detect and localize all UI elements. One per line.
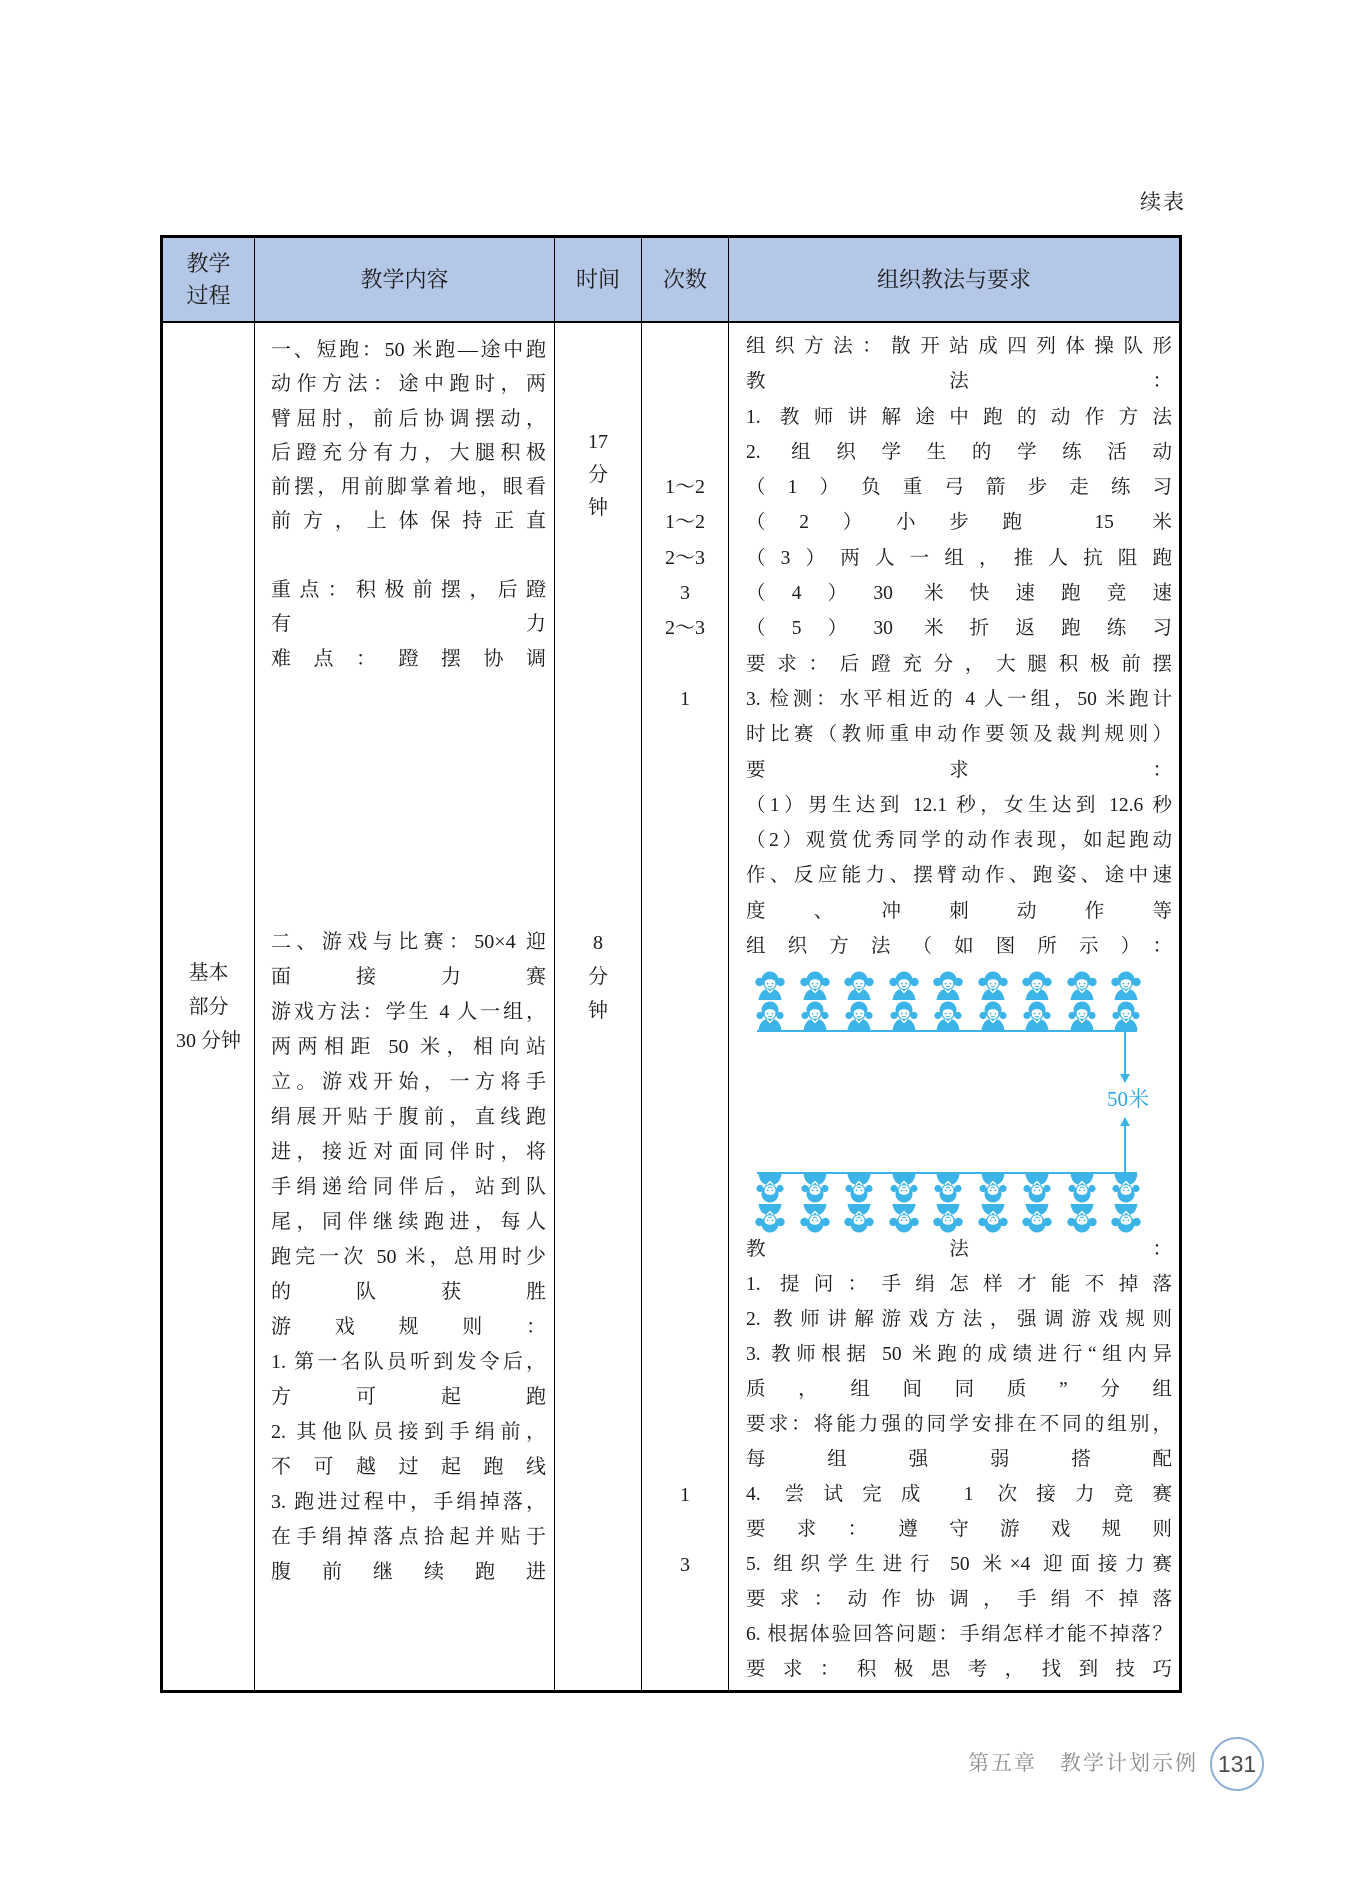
col-header-process	[163, 238, 255, 321]
student-pair	[842, 970, 876, 1030]
text-line: 6. 根据体验回答问题：手绢怎样才能不掉落？	[746, 1624, 1172, 1645]
arrow-up-icon	[1124, 1126, 1126, 1172]
student-icon	[1066, 1000, 1098, 1030]
text-line: 2. 组织学生的学练活动	[746, 441, 1172, 463]
text-line: 组织方法：散开站成四列体操队形	[746, 336, 1172, 357]
text-line: 动作方法：途中跑时，两	[271, 373, 546, 396]
student-pair	[798, 1174, 832, 1234]
text-line: （1）负重弓箭步走练习	[746, 477, 1172, 499]
text-line: （1）男生达到 12.1 秒，女生达到 12.6 秒	[746, 794, 1172, 816]
text-line: 分	[588, 464, 608, 486]
text-line: 过程	[186, 282, 231, 308]
continued-table-label: 续表	[1140, 190, 1186, 214]
count-value: 1	[680, 1484, 690, 1506]
text-line: 1. 第一名队员听到发令后，	[271, 1351, 546, 1373]
student-icon	[843, 1000, 875, 1030]
student-icon	[932, 1204, 964, 1234]
student-icon	[977, 1000, 1009, 1030]
text-line: 的队获胜	[271, 1281, 546, 1303]
text-line: （5）30 米折返跑练习	[746, 618, 1172, 640]
student-pair	[887, 970, 921, 1030]
student-icon	[888, 970, 920, 1000]
student-pair	[976, 970, 1010, 1030]
text-line: 次数	[662, 266, 707, 292]
student-icon	[799, 1000, 831, 1030]
chapter-footer: 第五章 教学计划示例	[968, 1752, 1198, 1775]
text-line: 度、冲刺动作等	[746, 900, 1172, 922]
student-icon	[977, 970, 1009, 1000]
teaching-plan-table	[160, 235, 1182, 1693]
text-line: 部分	[188, 995, 229, 1018]
student-pair	[931, 970, 965, 1030]
student-icon	[754, 1174, 786, 1204]
content-block-sprint	[271, 333, 546, 676]
methods-block-sprint	[746, 329, 1172, 964]
student-icon	[932, 1174, 964, 1204]
text-line: 教法：	[746, 371, 1172, 393]
student-pair	[1020, 1174, 1054, 1234]
col-header-count	[642, 238, 729, 321]
student-icon	[754, 1000, 786, 1030]
page-number-badge: 131	[1210, 1737, 1264, 1791]
col-header-content	[255, 238, 555, 321]
count-value: 1～2	[665, 511, 705, 533]
student-pair	[1109, 1174, 1143, 1234]
student-icon	[1110, 1000, 1142, 1030]
time-sprint	[555, 426, 641, 525]
text-line: 绢展开贴于腹前，直线跑	[271, 1106, 546, 1128]
col-header-methods	[729, 238, 1179, 321]
student-icon	[888, 1174, 920, 1204]
student-pair	[842, 1174, 876, 1234]
text-line: 手绢递给同伴后，站到队	[271, 1176, 546, 1198]
text-line: 1. 教师讲解途中跑的动作方法	[746, 406, 1172, 428]
process-label	[176, 956, 241, 1058]
student-icon	[1066, 1174, 1098, 1204]
text-line: 质，组间同质”分组	[746, 1379, 1172, 1400]
student-pair	[931, 1174, 965, 1234]
student-icon	[1110, 970, 1142, 1000]
text-line: 方可起跑	[271, 1386, 546, 1408]
student-icon	[977, 1204, 1009, 1234]
student-icon	[799, 970, 831, 1000]
student-pair	[887, 1174, 921, 1234]
text-line: 17	[588, 431, 608, 453]
text-line: 立。游戏开始，一方将手	[271, 1071, 546, 1093]
text-line: 1. 提问：手绢怎样才能不掉落	[746, 1274, 1172, 1295]
content-cell	[255, 323, 555, 1690]
text-line: 前方，上体保持正直	[271, 510, 546, 533]
student-pair	[1020, 970, 1054, 1030]
text-line: 有力	[271, 613, 546, 636]
text-line: 腹前继续跑进	[271, 1561, 546, 1583]
time-cell	[555, 323, 642, 1690]
text-line: 30 分钟	[176, 1029, 241, 1052]
student-icon	[888, 1204, 920, 1234]
text-line: 作、反应能力、摆臂动作、跑姿、途中速	[746, 865, 1172, 887]
student-icon	[932, 1000, 964, 1030]
process-cell	[163, 323, 255, 1690]
student-icon	[843, 1174, 875, 1204]
count-value: 1	[680, 688, 690, 710]
text-line: （4）30 米快速跑竞速	[746, 583, 1172, 605]
student-icon	[799, 1174, 831, 1204]
content-block-game	[271, 925, 546, 1590]
count-value: 2～3	[665, 547, 705, 569]
text-line: （3）两人一组，推人抗阻跑	[746, 547, 1172, 569]
text-line: 尾，同伴继续跑进，每人	[271, 1211, 546, 1233]
student-icon	[799, 1204, 831, 1234]
student-pair	[753, 970, 787, 1030]
count-value: 3	[680, 1554, 690, 1576]
text-line: 跑完一次 50 米，总用时少	[271, 1246, 546, 1268]
text-line: 重点：积极前摆，后蹬	[271, 579, 546, 602]
text-line: 难点：蹬摆协调	[271, 647, 546, 670]
count-value: 2～3	[665, 617, 705, 639]
text-line: 时间	[575, 266, 620, 292]
text-line: 进，接近对面同伴时，将	[271, 1141, 546, 1163]
text-line: （2）小步跑 15 米	[746, 512, 1172, 534]
student-icon	[754, 970, 786, 1000]
table-header-row	[163, 238, 1179, 323]
text-line: 每组强弱搭配	[746, 1449, 1172, 1470]
text-line: 时比赛（教师重申动作要领及裁判规则）	[746, 724, 1172, 746]
text-line: 5. 组织学生进行 50 米×4 迎面接力赛	[746, 1554, 1172, 1575]
text-line: 8	[593, 932, 603, 954]
student-icon	[1110, 1174, 1142, 1204]
methods-block-game	[746, 1232, 1172, 1687]
student-icon	[1021, 1000, 1053, 1030]
text-line: 要求：动作协调，手绢不掉落	[746, 1589, 1172, 1610]
methods-cell	[729, 323, 1179, 1690]
text-line: 基本	[188, 961, 229, 984]
text-line: 3. 跑进过程中，手绢掉落，	[271, 1491, 546, 1513]
text-line: 前摆，用前脚掌着地，眼看	[271, 476, 546, 499]
student-pair	[1109, 970, 1143, 1030]
student-pair	[976, 1174, 1010, 1234]
student-icon	[843, 970, 875, 1000]
text-line: 两两相距 50 米，相向站	[271, 1036, 546, 1058]
formation-diagram	[729, 968, 1179, 1240]
text-line: 教学	[186, 250, 231, 276]
student-pair	[798, 970, 832, 1030]
text-line: 游戏规则：	[271, 1316, 546, 1338]
student-icon	[1021, 1204, 1053, 1234]
start-line-top	[757, 1030, 1137, 1032]
student-icon	[1021, 1174, 1053, 1204]
text-line: 组织方法（如图所示）：	[746, 936, 1172, 958]
text-line: （2）观赏优秀同学的动作表现，如起跑动	[746, 830, 1172, 852]
student-icon	[888, 1000, 920, 1030]
count-value: 3	[680, 582, 690, 604]
text-line: 要求：积极思考，找到技巧	[746, 1659, 1172, 1680]
text-line: 在手绢掉落点拾起并贴于	[271, 1526, 546, 1548]
count-cell	[642, 323, 729, 1690]
text-line: 钟	[588, 497, 608, 519]
student-pair	[1065, 970, 1099, 1030]
student-icon	[977, 1174, 1009, 1204]
student-icon	[754, 1204, 786, 1234]
text-line: 游戏方法：学生 4 人一组，	[271, 1001, 546, 1023]
text-line: 面接力赛	[271, 966, 546, 988]
distance-label: 50米	[1107, 1087, 1149, 1111]
student-row-bottom	[729, 1174, 1179, 1234]
text-line: 2. 其他队员接到手绢前，	[271, 1421, 546, 1443]
student-pair	[753, 1174, 787, 1234]
text-line: 臂屈肘，前后协调摆动，	[271, 407, 546, 430]
text-line: 要求：	[746, 759, 1172, 781]
student-icon	[1066, 1204, 1098, 1234]
text-line: 分	[588, 966, 608, 988]
student-row-top	[729, 970, 1179, 1030]
student-icon	[843, 1204, 875, 1234]
text-line: 要求：后蹬充分，大腿积极前摆	[746, 653, 1172, 675]
page-footer	[968, 1737, 1264, 1791]
text-line: 要求：遵守游戏规则	[746, 1519, 1172, 1540]
time-game	[555, 926, 641, 1028]
table-body-row	[163, 323, 1179, 1690]
student-icon	[1110, 1204, 1142, 1234]
student-icon	[932, 970, 964, 1000]
text-line: 2. 教师讲解游戏方法，强调游戏规则	[746, 1309, 1172, 1330]
text-line: 3. 教师根据 50 米跑的成绩进行“组内异	[746, 1344, 1172, 1365]
text-line: 二、游戏与比赛：50×4 迎	[271, 931, 546, 953]
text-line	[271, 539, 546, 573]
text-line: 不可越过起跑线	[271, 1456, 546, 1478]
text-line: 教法：	[746, 1239, 1172, 1260]
col-header-time	[555, 238, 642, 321]
student-pair	[1065, 1174, 1099, 1234]
arrow-down-icon	[1124, 1032, 1126, 1074]
text-line: 后蹬充分有力，大腿积极	[271, 441, 546, 464]
student-icon	[1021, 970, 1053, 1000]
text-line: 要求：将能力强的同学安排在不同的组别，	[746, 1414, 1172, 1435]
text-line: 教学内容	[360, 266, 449, 292]
student-icon	[1066, 970, 1098, 1000]
text-line: 4. 尝试完成 1 次接力竞赛	[746, 1484, 1172, 1505]
text-line: 一、短跑：50 米跑—途中跑	[271, 339, 546, 361]
count-value: 1～2	[665, 476, 705, 498]
text-line: 组织教法与要求	[876, 266, 1031, 292]
text-line: 3. 检测：水平相近的 4 人一组，50 米跑计	[746, 688, 1172, 710]
text-line: 钟	[588, 1000, 608, 1022]
